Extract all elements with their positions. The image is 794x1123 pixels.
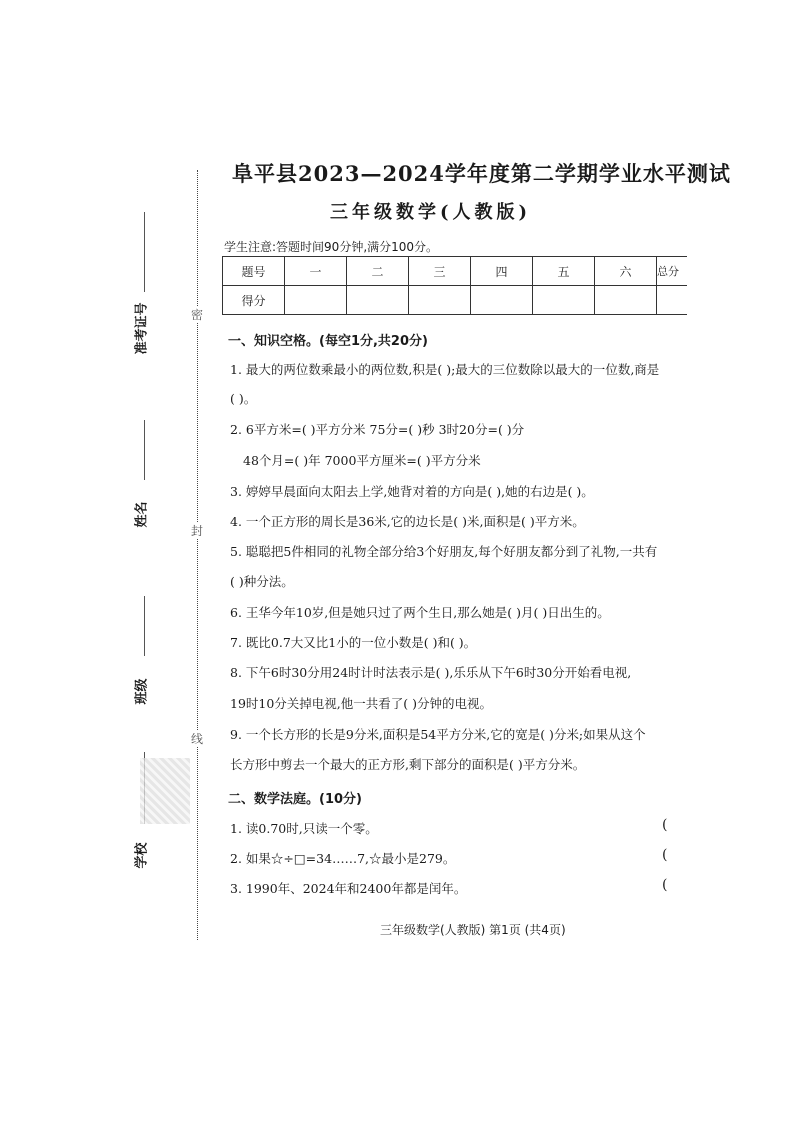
exam-notice: 学生注意:答题时间90分钟,满分100分。 <box>224 240 439 254</box>
score-cell: 题号 <box>223 257 285 286</box>
score-table <box>222 256 687 315</box>
score-cell: 一 <box>285 257 347 286</box>
question-line: 19时10分关掉电视,他一共看了( )分钟的电视。 <box>230 696 493 711</box>
score-input-cell[interactable] <box>657 286 688 315</box>
score-cell: 六 <box>595 257 657 286</box>
question-line: 2. 6平方米=( )平方分米 75分=( )秒 3时20分=( )分 <box>230 422 525 437</box>
judgement-item: 2. 如果☆÷□=34……7,☆最小是279。 <box>230 851 456 866</box>
score-table-score-row <box>223 286 688 315</box>
scan-smudge <box>140 758 190 824</box>
label-name: 姓名 <box>134 501 150 528</box>
fold-mark-seal: 密 <box>191 308 204 322</box>
question-line: 8. 下午6时30分用24时计时法表示是( ),乐乐从下午6时30分开始看电视, <box>230 665 632 680</box>
score-table-header-row <box>223 257 688 286</box>
page-footer: 三年级数学(人教版) 第1页 (共4页) <box>380 923 566 937</box>
question-line: 1. 最大的两位数乘最小的两位数,积是( );最大的三位数除以最大的一位数,商是 <box>230 362 660 377</box>
class-line <box>144 596 145 656</box>
name-line <box>144 420 145 480</box>
label-class: 班级 <box>134 678 150 705</box>
exam-number-line <box>144 212 145 292</box>
score-cell-total: 总分 <box>657 257 688 286</box>
score-input-cell[interactable] <box>285 286 347 315</box>
answer-paren[interactable]: ( <box>662 877 668 893</box>
exam-title: 阜平县2023—2024学年度第二学期学业水平测试 <box>232 161 731 186</box>
answer-paren[interactable]: ( <box>662 817 668 833</box>
score-cell: 五 <box>533 257 595 286</box>
section2-heading: 二、数学法庭。(10分) <box>228 792 362 807</box>
question-line: ( )。 <box>230 391 257 406</box>
score-input-cell[interactable] <box>409 286 471 315</box>
section1-heading: 一、知识空格。(每空1分,共20分) <box>228 334 428 349</box>
question-line: 48个月=( )年 7000平方厘米=( )平方分米 <box>243 453 481 468</box>
score-cell: 三 <box>409 257 471 286</box>
score-input-cell[interactable] <box>471 286 533 315</box>
fold-mark-line: 线 <box>191 732 204 746</box>
score-cell: 二 <box>347 257 409 286</box>
question-line: 4. 一个正方形的周长是36米,它的边长是( )米,面积是( )平方米。 <box>230 514 585 529</box>
question-line: 5. 聪聪把5件相同的礼物全部分给3个好朋友,每个好朋友都分到了礼物,一共有 <box>230 544 658 559</box>
question-line: 3. 婷婷早晨面向太阳去上学,她背对着的方向是( ),她的右边是( )。 <box>230 484 594 499</box>
answer-paren[interactable]: ( <box>662 847 668 863</box>
question-line: 6. 王华今年10岁,但是她只过了两个生日,那么她是( )月( )日出生的。 <box>230 605 610 620</box>
score-cell: 四 <box>471 257 533 286</box>
fold-mark-closed: 封 <box>191 524 204 538</box>
label-exam-number: 准考证号 <box>134 302 150 355</box>
score-input-cell[interactable] <box>595 286 657 315</box>
score-cell: 得分 <box>223 286 285 315</box>
score-input-cell[interactable] <box>533 286 595 315</box>
judgement-item: 3. 1990年、2024年和2400年都是闰年。 <box>230 881 467 896</box>
question-line: 长方形中剪去一个最大的正方形,剩下部分的面积是( )平方分米。 <box>230 757 586 772</box>
judgement-item: 1. 读0.70时,只读一个零。 <box>230 821 378 836</box>
label-school: 学校 <box>134 842 150 869</box>
exam-subtitle: 三年级数学(人教版) <box>330 202 532 223</box>
question-line: ( )种分法。 <box>230 574 294 589</box>
fold-line <box>197 170 198 940</box>
score-input-cell[interactable] <box>347 286 409 315</box>
question-line: 9. 一个长方形的长是9分米,面积是54平方分米,它的宽是( )分米;如果从这个 <box>230 727 646 742</box>
question-line: 7. 既比0.7大又比1小的一位小数是( )和( )。 <box>230 635 477 650</box>
